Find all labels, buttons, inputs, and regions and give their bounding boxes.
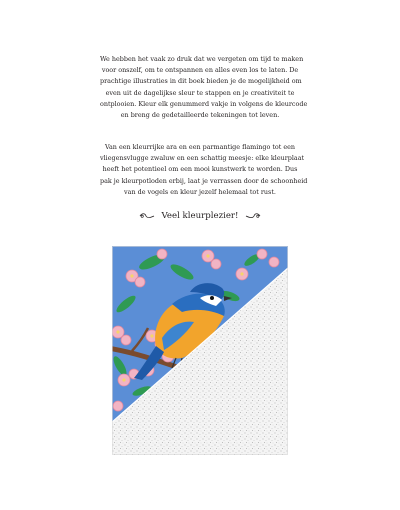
closing-line [100,211,300,221]
intro-line: Van een kleurrijke ara en een parmantige flamingo tot een [104,143,296,151]
intro-line: pak je kleurpotloden erbij, laat je verrassen door de schoonheid [100,176,308,185]
intro-line: voor onszelf, om te ontspannen en alles even los te laten. De [101,66,299,75]
intro-line: We hebben het vaak zo druk dat we vergeten om tijd te maken [100,55,304,63]
intro-line: heeft het potentieel om een mooi kunstwerk te worden. Dus [102,165,298,174]
intro-line: vliegensvlugge zwaluw en een schattig meesje: elke kleurplaat [100,154,305,163]
right-flourish-icon [245,212,261,220]
intro-line: en breng de gedetailleerde tekeningen tot leven. [120,111,280,120]
intro-paragraph-1 [100,54,308,121]
bird-illustration [112,246,288,455]
intro-line: ontplooien. Kleur elk genummerd vakje in volgens de kleurcode [100,99,308,108]
intro-line: prachtige illustraties in dit boek bieden je de mogelijkheid om [100,77,302,86]
left-flourish-icon [139,212,155,220]
intro-line: van de vogels en kleur jezelf helemaal tot rust. [124,187,276,196]
intro-paragraph-2 [100,142,308,198]
intro-line: even uit de dagelijkse sleur te stappen en je creativiteit te [105,88,295,97]
blue-tit-illustration [112,246,288,455]
closing-text: Veel kleurplezier! [161,211,239,221]
